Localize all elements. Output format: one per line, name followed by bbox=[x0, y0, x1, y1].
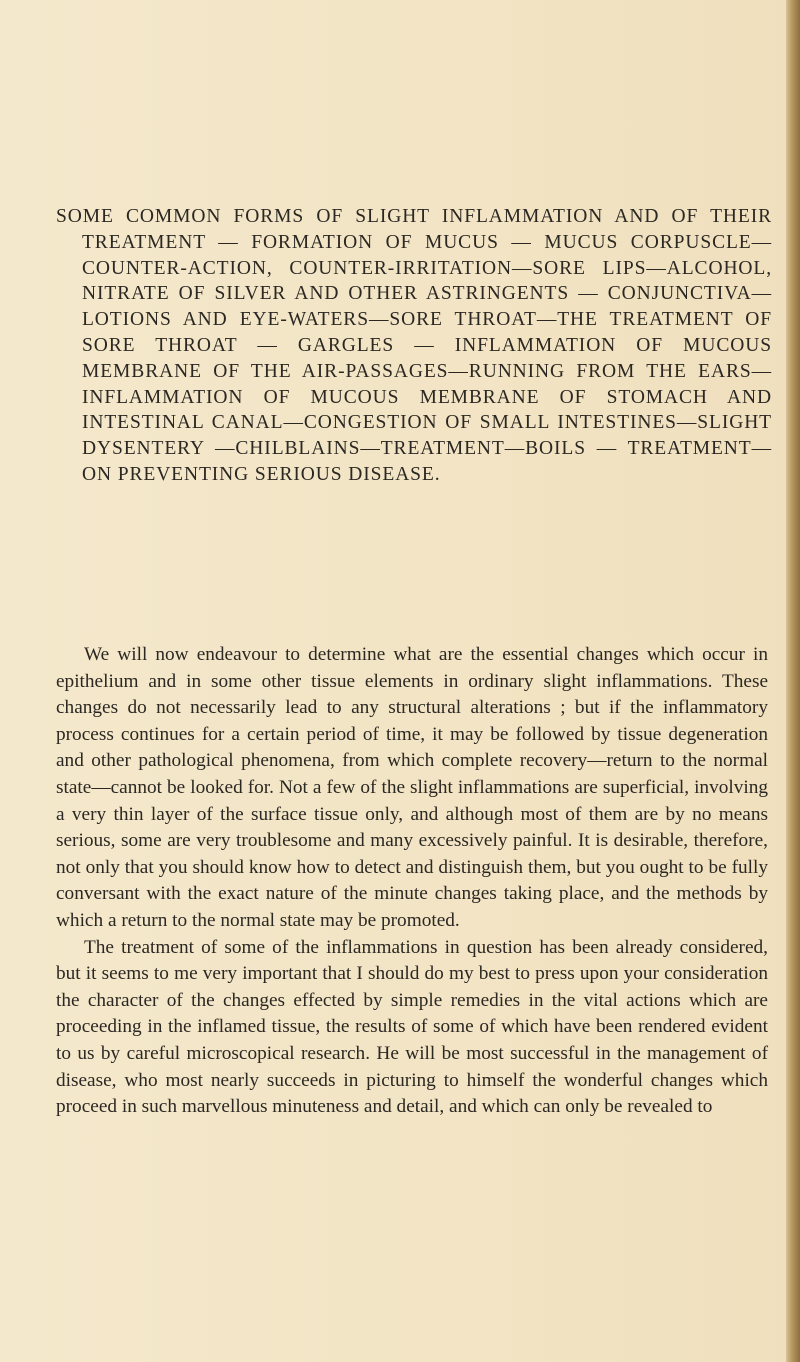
body-text bbox=[56, 642, 768, 1121]
paragraph-2: The treatment of some of the inflammations in question has been already considered, but it seems to me very important that I should do my best to press upon your consideration the character of the changes effected by simple remedies in the vital actions which are proceeding in the inflamed tissue, the results of some of which have been rendered evident to us by careful microscopical research. He will be most successful in the management of disease, who most nearly succeeds in picturing to himself the wonderful changes which proceed in such marvellous minuteness and detail, and which can only be revealed to bbox=[56, 936, 768, 1118]
paragraph-1: We will now endeavour to determine what are the essential changes which occur in epithelium and in some other tissue elements in ordinary slight inflammations. These changes do not necessarily lead to any structural alterations ; but if the inflammatory process continues for a certain period of time, it may be followed by tissue degeneration and other pathological phenomena, from which complete recovery—return to the normal state—cannot be looked for. Not a few of the slight inflammations are superficial, involving a very thin layer of the surface tissue only, and although most of them are by no means serious, some are very troublesome and many excessively painful. It is desirable, therefore, not only that you should know how to detect and distinguish them, but you ought to be fully conversant with the exact nature of the minute changes taking place, and the methods by which a return to the normal state may be promoted. bbox=[56, 644, 768, 931]
chapter-summary: SOME COMMON FORMS OF SLIGHT INFLAMMATION AND OF THEIR TREATMENT — FORMATION OF MUCUS — MUCUS CORPUSCLE—COUNTER-ACTION, COUNTER-IRRITATION—SORE LIPS—ALCOHOL, NITRATE OF SILVER AND OTHER ASTRINGENTS — CONJUNCTIVA—LOTIONS AND EYE-WATERS—SORE THROAT—THE TREATMENT OF SORE THROAT — GARGLES — INFLAMMATION OF MUCOUS MEMBRANE OF THE AIR-PASSAGES—RUNNING FROM THE EARS—INFLAMMATION OF MUCOUS MEMBRANE OF STOMACH AND INTESTINAL CANAL—CONGESTION OF SMALL INTESTINES—SLIGHT DYSENTERY —CHILBLAINS—TREATMENT—BOILS — TREATMENT— ON PREVENTING SERIOUS DISEASE. bbox=[56, 206, 772, 485]
page-binding-edge bbox=[786, 0, 800, 1362]
